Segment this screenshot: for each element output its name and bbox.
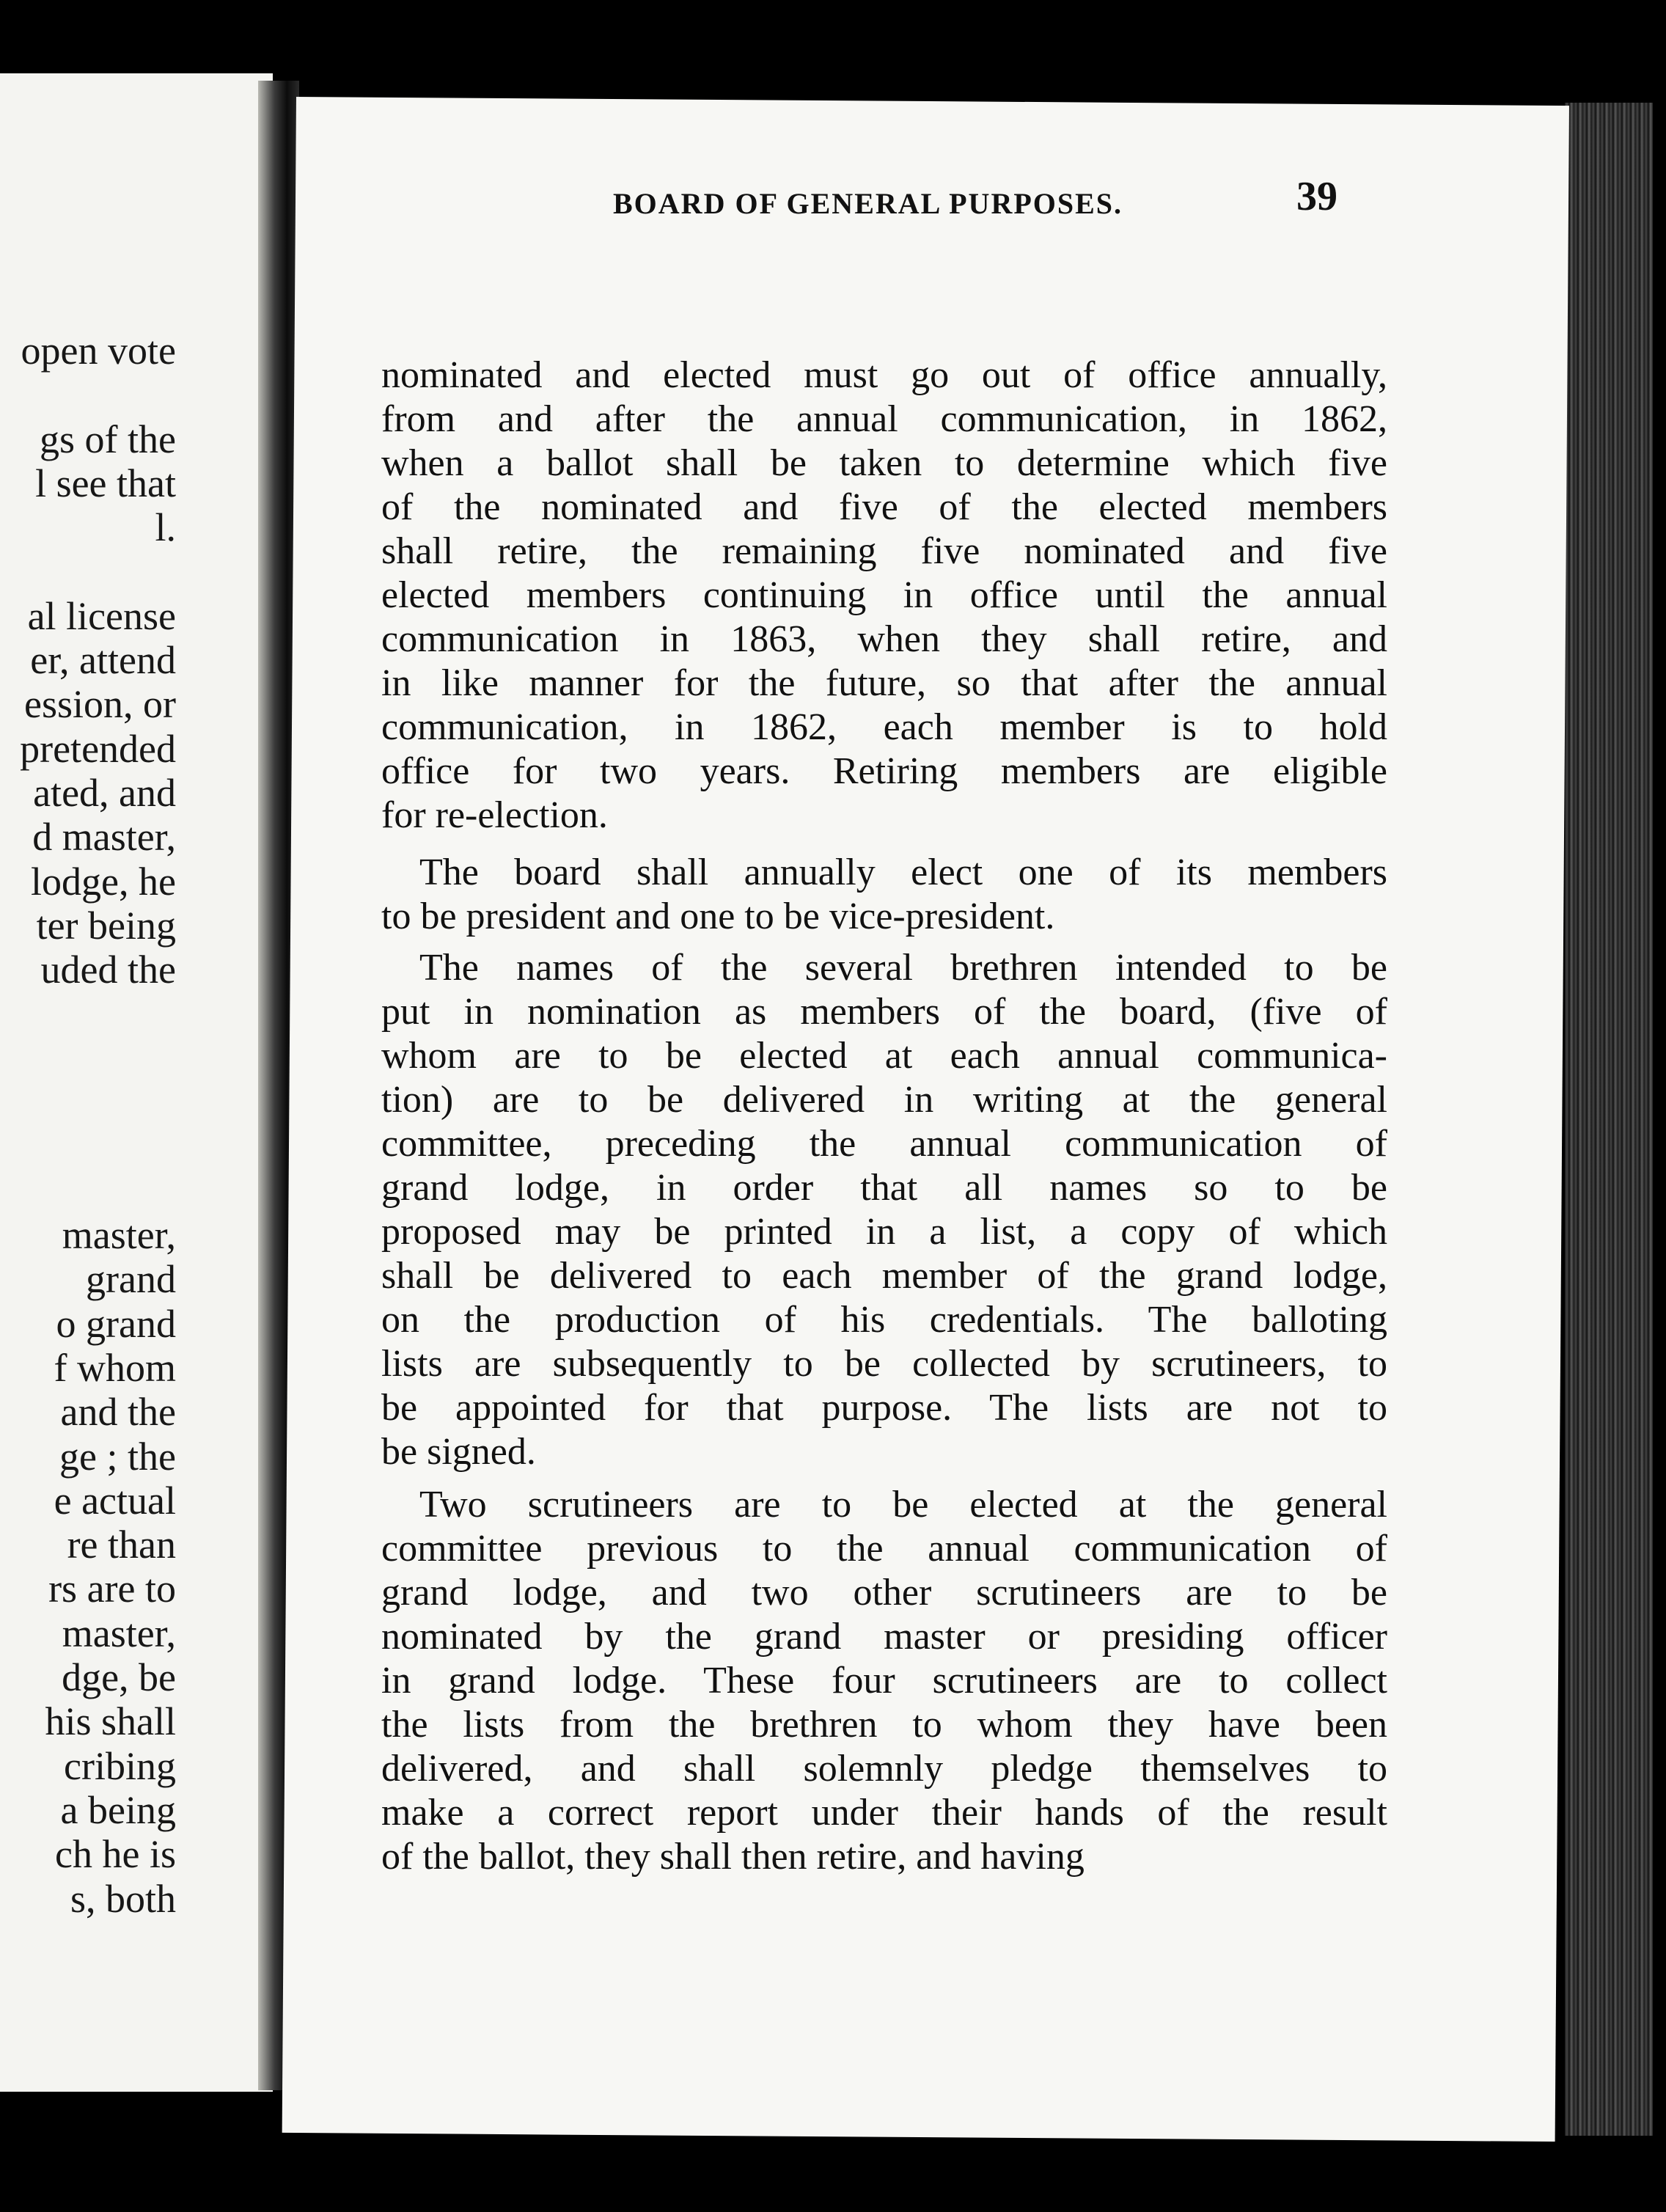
running-head-title: BOARD OF GENERAL PURPOSES. <box>613 187 1123 220</box>
text-line: nominated and elected must go out of office annually, <box>381 354 1387 396</box>
text-line: be appointed for that purpose. The lists are not to <box>381 1387 1387 1429</box>
left-page-line: gs of the <box>40 417 176 461</box>
text-line: office for two years. Retiring members are eligible <box>381 750 1387 792</box>
left-page-line: ge ; the <box>59 1434 176 1479</box>
text-line: when a ballot shall be taken to determine which five <box>381 442 1387 484</box>
text-line: proposed may be printed in a list, a copy of which <box>381 1211 1387 1253</box>
paragraph <box>381 851 1387 939</box>
text-line: the lists from the brethren to whom they have been <box>381 1704 1387 1746</box>
left-page-line: pretended <box>20 726 176 771</box>
text-line: grand lodge, in order that all names so to be <box>381 1167 1387 1209</box>
left-page-line: master, <box>62 1611 176 1655</box>
left-page-line: ch he is <box>55 1832 176 1877</box>
left-page-line: d master, <box>32 815 176 860</box>
text-line: in grand lodge. These four scrutineers are to collect <box>381 1660 1387 1702</box>
left-page-line: re than <box>67 1523 176 1567</box>
left-page-line: f whom <box>54 1345 176 1390</box>
left-page-line: er, attend <box>30 638 176 683</box>
text-line: shall be delivered to each member of the grand lodge, <box>381 1255 1387 1297</box>
text-line: communication, in 1862, each member is to hold <box>381 706 1387 748</box>
paragraph <box>381 1483 1387 1879</box>
left-page-line: his shall <box>45 1699 176 1744</box>
page-edge <box>1565 103 1653 2136</box>
text-line: grand lodge, and two other scrutineers are to be <box>381 1572 1387 1614</box>
text-line: committee, preceding the annual communication of <box>381 1123 1387 1165</box>
left-page-line: a being <box>60 1787 176 1832</box>
left-page-line: cribing <box>64 1743 176 1788</box>
left-page-line: lodge, he <box>31 859 176 904</box>
left-page-line: ated, and <box>33 771 176 815</box>
text-line: for re-election. <box>381 794 608 836</box>
left-page-line: master, <box>62 1213 176 1257</box>
text-line: communication in 1863, when they shall retire, and <box>381 618 1387 660</box>
text-line: shall retire, the remaining five nominated and five <box>381 530 1387 572</box>
text-line: Two scrutineers are to be elected at the general <box>419 1484 1387 1526</box>
text-line: of the nominated and five of the elected members <box>381 486 1387 528</box>
text-line: delivered, and shall solemnly pledge themselves to <box>381 1748 1387 1790</box>
left-page-line: ter being <box>36 903 176 948</box>
left-page-line: e actual <box>54 1478 176 1523</box>
text-line: The board shall annually elect one of its members <box>419 852 1387 893</box>
text-line: The names of the several brethren intended to be <box>419 947 1387 989</box>
left-page-line: o grand <box>56 1301 176 1346</box>
text-line: tion) are to be delivered in writing at the general <box>381 1079 1387 1121</box>
left-page-line: open vote <box>21 329 176 373</box>
left-page-line: dge, be <box>62 1655 176 1699</box>
text-line: of the ballot, they shall then retire, and having <box>381 1836 1085 1878</box>
text-line: lists are subsequently to be collected by scrutineers, to <box>381 1343 1387 1385</box>
text-line: on the production of his credentials. The balloting <box>381 1299 1387 1341</box>
left-page-line: uded the <box>40 948 176 992</box>
text-line: from and after the annual communication, in 1862, <box>381 398 1387 440</box>
text-line: whom are to be elected at each annual communica- <box>381 1035 1387 1077</box>
text-line: in like manner for the future, so that after the annual <box>381 662 1387 704</box>
text-line: nominated by the grand master or presiding officer <box>381 1616 1387 1658</box>
left-page-line: l see that <box>35 461 176 505</box>
text-line: put in nomination as members of the board, (five of <box>381 991 1387 1033</box>
text-line: be signed. <box>381 1431 536 1473</box>
left-page-line: and the <box>60 1390 176 1435</box>
text-line: committee previous to the annual communication of <box>381 1528 1387 1570</box>
text-line: make a correct report under their hands of the result <box>381 1792 1387 1834</box>
text-line: to be president and one to be vice-president. <box>381 896 1055 937</box>
left-page-line: s, both <box>70 1876 176 1921</box>
paragraph <box>381 354 1387 838</box>
left-page-line: grand <box>86 1257 176 1302</box>
page-number: 39 <box>1296 174 1337 219</box>
left-page-line: rs are to <box>48 1567 176 1611</box>
text-line: elected members continuing in office until the annual <box>381 574 1387 616</box>
left-page-line: al license <box>27 593 176 638</box>
left-page-line: ession, or <box>24 682 176 727</box>
paragraph <box>381 946 1387 1474</box>
left-page-line: l. <box>155 505 176 550</box>
